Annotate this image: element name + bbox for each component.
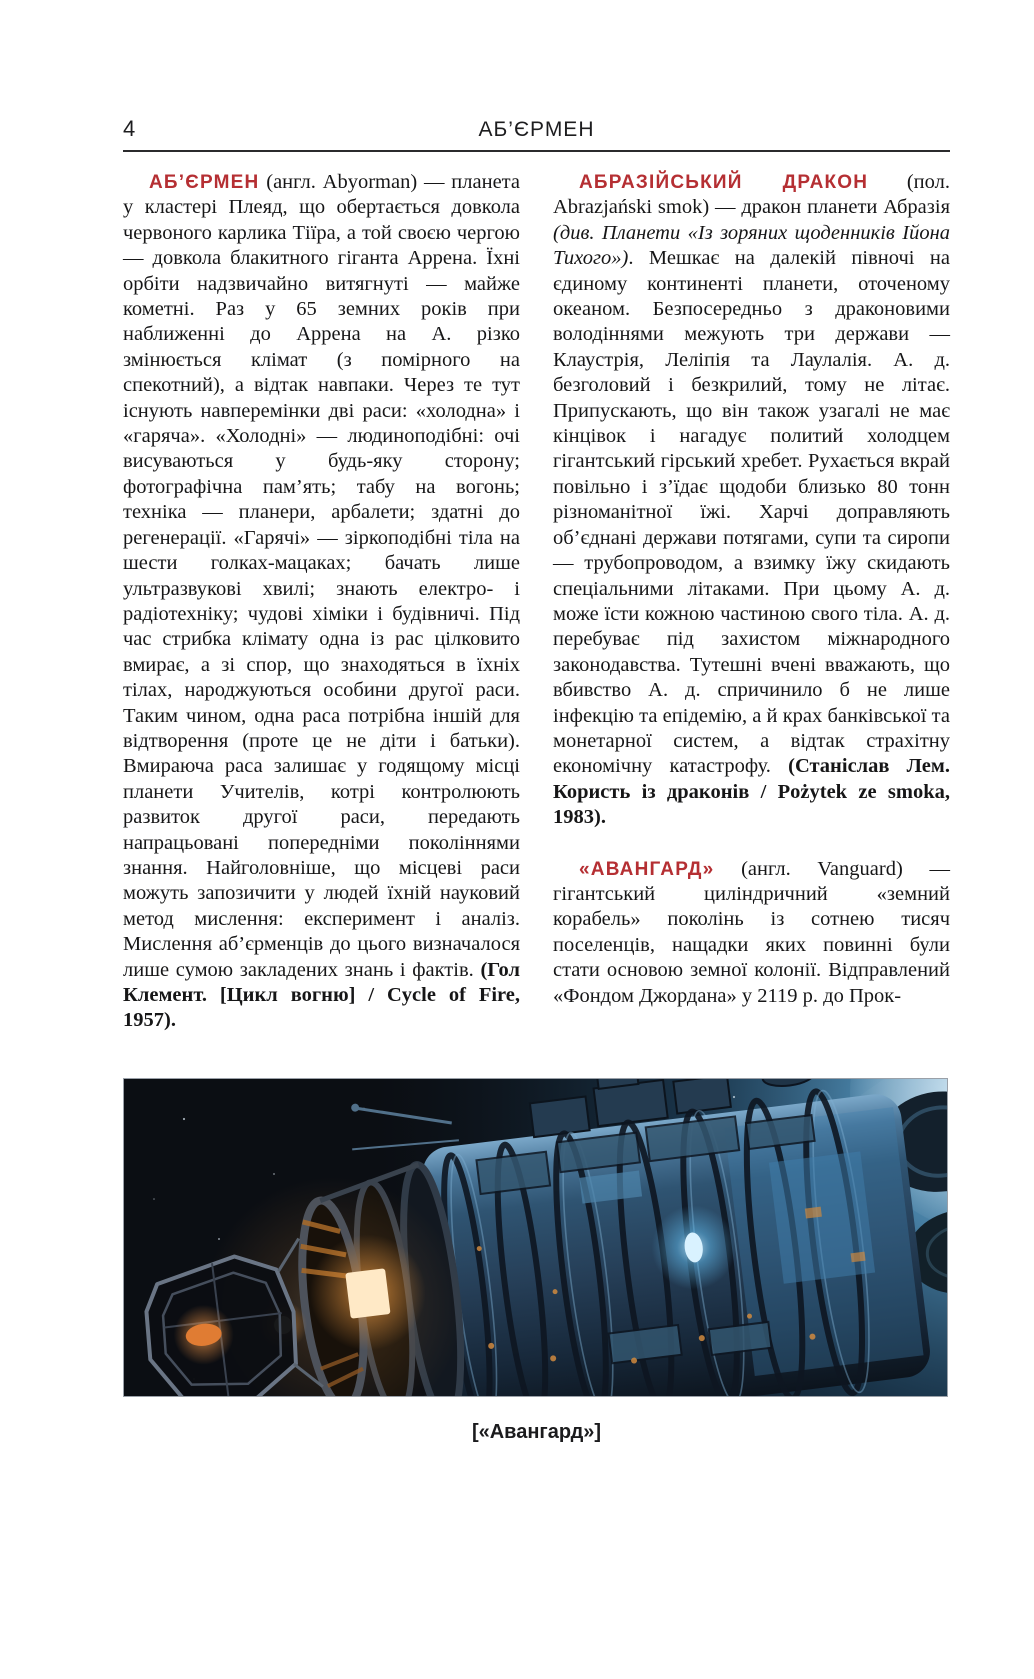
dictionary-page <box>0 114 1034 1444</box>
entry-text-segment: (див. Планети «Із зоряних щоденників Ійона Тихого») <box>553 221 956 270</box>
figure-vanguard <box>123 1078 950 1444</box>
entry-text-segment: (Гол Клемент. [Цикл вогню] / Cycle of Fire, 1957). <box>123 958 526 1032</box>
running-head <box>123 114 950 152</box>
page-number: 4 <box>123 116 136 141</box>
entry-text-segment: (англ. Vanguard) — гігантський циліндричний «земний корабель» поколінь із сотнею тисяч поселенців, нащадки яких повинні були стати основою земної колонії. Відправлений «Фондом Джордана» у 2119 р. до Прок- <box>553 857 956 1007</box>
entry-abrazijskyj-drakon <box>553 170 956 831</box>
entry-abyermen <box>123 170 526 1034</box>
entry-headword: «АВАНГАРД» <box>579 858 715 880</box>
entry-headword: АБ’ЄРМЕН <box>149 172 260 193</box>
entry-text-segment: (Станіслав Лем. Користь із драконів / Pożytek ze smoka, 1983). <box>553 755 956 829</box>
vanguard-ship-image <box>123 1078 948 1397</box>
entry-text-segment: (пол. Abrazjański smok) — дракон планети Абразія <box>553 171 956 219</box>
entry-avanhard <box>553 857 956 1009</box>
column-left <box>123 170 526 1034</box>
entry-text-segment: (англ. Abyorman) — планета у кластері Плеяд, що обертається довкола червоного карлика Тіїра, а той своєю чергою — довкола блакитного гіганта Аррена. Їхні орбіти надзвичайно витягнуті — майже кометні. Раз у 65 земних років при наближенні до Аррена на А. різко змінюється клімат (з помірного на спекотний), а відтак навпаки. Через те тут існують навперемінки дві раси: «холодна» і «гаряча». «Холодні» — людиноподібні: очі висуваються у будь-яку сторону; фотографічна пам’ять; табу на вогонь; техніка — планери, арбалети; здатні до регенерації. «Гарячі» — зіркоподібні тіла на шести голках-мацаках; бачать лише ультразвукові хвилі; знають електро- і радіотехніку; чудові хіміки і будівничі. Під час стрибка клімату одна із рас цілковито вмирає, а зі спор, що знаходяться в їхніх тілах, народжуються особини другої раси. Таким чином, одна раса потрібна іншій для відтворення (проте це не діти і батьки). Вмираюча раса залишає у годящому місці планети Учителів, котрі контролюють развиток другої раси, передають напрацьовані попередніми поколіннями знання. Найголовніше, що місцеві раси можуть запозичити у людей їхній науковий метод мислення: експеримент і аналіз. Мислення аб’єрменців до цього визначалося лише сумою закладених знань і фактів. <box>123 171 526 981</box>
column-right <box>553 170 956 1034</box>
entry-headword: АБРАЗІЙСЬКИЙ ДРАКОН <box>579 172 869 193</box>
running-head-title: АБ’ЄРМЕН <box>478 118 595 141</box>
entry-text-segment: . Мешкає на далекій півночі на єдиному континенті планети, оточеному океаном. Безпосередньо з драконовими володіннями межують три держави — Клаустрія, Леліпія та Лаулалія. А. д. безголовий і безкрилий, тому не літає. Припускають, що він також узагалі не має кінцівок і нагадує политий холодцем гігантський гірський хребет. Рухається вкрай повільно і з’їдає щодоби близько 80 тонн різноманітної їжі. Харчі доправляють об’єднані держави потягами, супи та сиропи — трубопроводом, а взимку їжу скидають спеціальними літаками. При цьому А. д. може їсти кожною частиною свого тіла. А. д. перебуває під захистом міжнародного законодавства. Тутешні вчені вважають, що вбивство А. д. спричинило б не лише інфекцію та епідемію, а й крах банківської та монетарної систем, а відтак страхітну економічну катастрофу. <box>553 247 956 778</box>
text-columns <box>123 170 956 1034</box>
figure-caption: [«Авангард»] <box>471 1420 602 1443</box>
